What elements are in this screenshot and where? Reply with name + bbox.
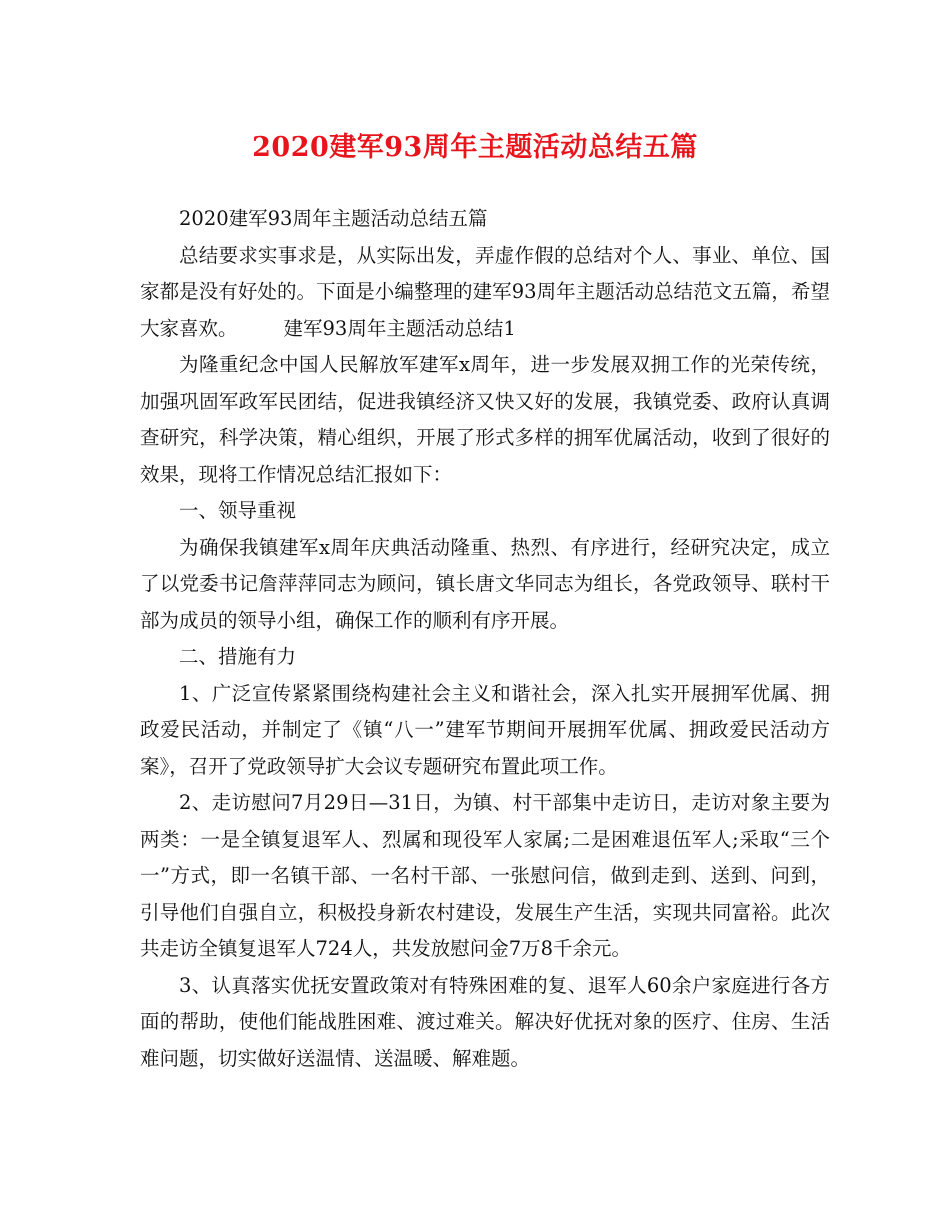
- paragraph-intro-text: 总结要求实事求是，从实际出发，弄虚作假的总结对个人、事业、单位、国家都是没有好处的。下面是小编整理的建军93周年主题活动总结范文五篇，希望大家喜欢。: [140, 243, 830, 340]
- paragraph-opening: 为隆重纪念中国人民解放军建军x周年，进一步发展双拥工作的光荣传统，加强巩固军政军民团结，促进我镇经济又快又好的发展，我镇党委、政府认真调查研究，科学决策，精心组织，开展了形式多样的拥军优属活动，收到了很好的效果，现将工作情况总结汇报如下：: [140, 353, 830, 486]
- heading-leadership: 一、领导重视: [179, 499, 297, 522]
- paragraph-subtitle: 2020建军93周年主题活动总结五篇: [179, 207, 488, 230]
- document-body: [140, 201, 830, 1077]
- paragraph-intro: [140, 238, 830, 348]
- section-heading-summary-1: 建军93周年主题活动总结1: [283, 316, 516, 340]
- paragraph-leadership: 为确保我镇建军x周年庆典活动隆重、热烈、有序进行，经研究决定，成立了以党委书记詹萍萍同志为顾问，镇长唐文华同志为组长，各党政领导、联村干部为成员的领导小组，确保工作的顺利有序开展。: [140, 535, 830, 632]
- heading-measures: 二、措施有力: [179, 645, 297, 668]
- paragraph-measure-2: 2、走访慰问7月29日—31日，为镇、村干部集中走访日，走访对象主要为两类：一是全镇复退军人、烈属和现役军人家属;二是困难退伍军人;采取“三个一”方式，即一名镇干部、一名村干部、一张慰问信，做到走到、送到、问到，引导他们自强自立，积极投身新农村建设，发展生产生活，实现共同富裕。此次共走访全镇复退军人724人，共发放慰问金7万8千余元。: [140, 791, 830, 960]
- paragraph-measure-3: 3、认真落实优抚安置政策对有特殊困难的复、退军人60余户家庭进行各方面的帮助，使他们能战胜困难、渡过难关。解决好优抚对象的医疗、住房、生活难问题，切实做好送温情、送温暖、解难题。: [140, 973, 830, 1070]
- document-title: 2020建军93周年主题活动总结五篇: [252, 132, 698, 163]
- paragraph-measure-1: 1、广泛宣传紧紧围绕构建社会主义和谐社会，深入扎实开展拥军优属、拥政爱民活动，并制定了《镇“八一”建军节期间开展拥军优属、拥政爱民活动方案》，召开了党政领导扩大会议专题研究布置此项工作。: [140, 681, 830, 778]
